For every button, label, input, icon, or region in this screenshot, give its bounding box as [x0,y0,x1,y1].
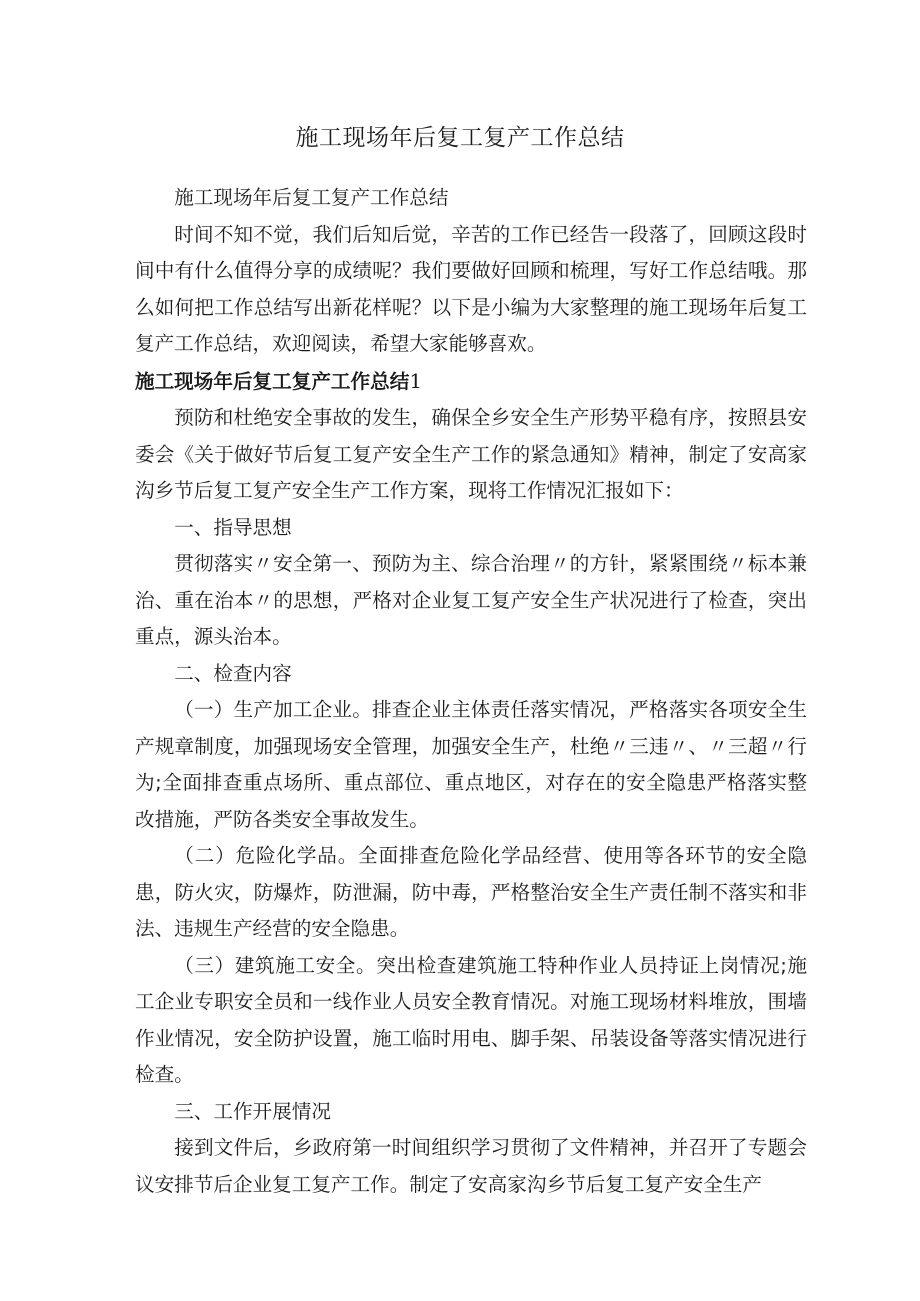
section-paragraph-work-progress: 接到文件后，乡政府第一时间组织学习贯彻了文件精神，并召开了专题会议安排节后企业复工复产工作。制定了安高家沟乡节后复工复产安全生产 [135,1136,807,1196]
section-paragraph-preface: 预防和杜绝安全事故的发生，确保全乡安全生产形势平稳有序，按照县安委会《关于做好节后复工复产安全生产工作的紧急通知》精神，制定了安高家沟乡节后复工复产安全生产工作方案，现将工作情况汇报如下： [135,406,807,502]
section-heading-text: 施工现场年后复工复产工作总结 [135,369,410,393]
section-paragraph-construction-safety: （三）建筑施工安全。突出检查建筑施工特种作业人员持证上岗情况;施工企业专职安全员和一线作业人员安全教育情况。对施工现场材料堆放，围墙作业情况，安全防护设置，施工临时用电、脚手架、吊装设备等落实情况进行检查。 [135,953,807,1086]
intro-paragraph: 时间不知不觉，我们后知后觉，辛苦的工作已经告一段落了，回顾这段时间中有什么值得分享的成绩呢？我们要做好回顾和梳理，写好工作总结哦。那么如何把工作总结写出新花样呢？以下是小编为大家整理的施工现场年后复工复产工作总结，欢迎阅读，希望大家能够喜欢。 [135,222,807,355]
section-heading-number: 1 [409,368,423,393]
subheading-work-progress: 三、工作开展情况 [174,1099,331,1123]
section-heading [135,363,807,401]
subheading-inspection-content: 二、检查内容 [174,661,292,685]
document-title: 施工现场年后复工复产工作总结 [295,125,625,151]
section-paragraph-production-enterprises: （一）生产加工企业。排查企业主体责任落实情况，严格落实各项安全生产规章制度，加强现场安全管理，加强安全生产，杜绝〃三违〃、〃三超〃行为;全面排查重点场所、重点部位、重点地区，对存在的安全隐患严格落实整改措施，严防各类安全事故发生。 [135,698,807,831]
document-body [135,180,807,1203]
section-paragraph-guiding-ideology: 贯彻落实〃安全第一、预防为主、综合治理〃的方针，紧紧围绕〃标本兼治、重在治本〃的思想，严格对企业复工复产安全生产状况进行了检查，突出重点，源头治本。 [135,552,807,648]
subheading-guiding-ideology: 一、指导思想 [174,515,292,539]
intro-subtitle-paragraph: 施工现场年后复工复产工作总结 [174,186,449,209]
section-paragraph-hazardous-chemicals: （二）危险化学品。全面排查危险化学品经营、使用等各环节的安全隐患，防火灾，防爆炸，防泄漏，防中毒，严格整治安全生产责任制不落实和非法、违规生产经营的安全隐患。 [135,844,807,940]
